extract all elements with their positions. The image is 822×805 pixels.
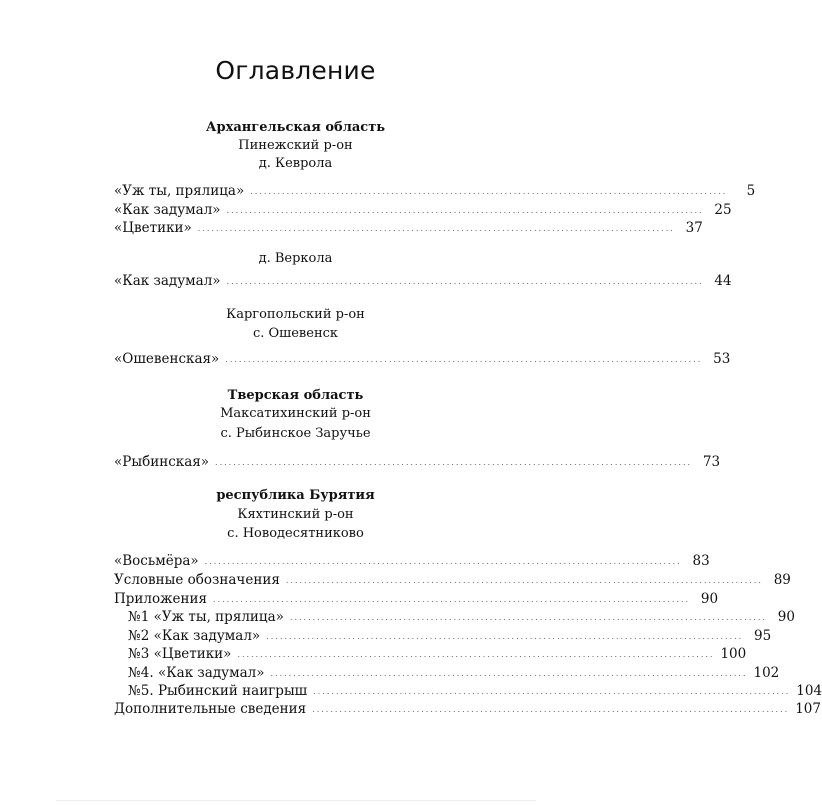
village-verkola: д. Веркола bbox=[258, 251, 333, 266]
leader-dots: ......................................................................................................... bbox=[289, 613, 767, 622]
toc-entry[interactable] bbox=[114, 701, 821, 719]
district-kyakhtinsky: Кяхтинский р-он bbox=[237, 507, 354, 522]
toc-entry-page: 104 bbox=[796, 683, 822, 699]
toc-entry-label: «Рыбинская» bbox=[114, 454, 210, 470]
toc-entry-page: 53 bbox=[713, 351, 731, 367]
village-rybinskoe-zaruchye: с. Рыбинское Заручье bbox=[220, 426, 371, 441]
toc-entry-label: «Как задумал» bbox=[114, 273, 221, 289]
toc-entry-label: Приложения bbox=[114, 591, 208, 607]
toc-entry-page: 89 bbox=[773, 572, 791, 588]
leader-dots: ......................................................................................................... bbox=[285, 576, 763, 585]
toc-entry-label: №3 «Цветики» bbox=[128, 646, 232, 662]
toc-entry-label: №1 «Уж ты, прялица» bbox=[128, 609, 284, 625]
district-pinezhsky: Пинежский р-он bbox=[238, 138, 353, 153]
region-heading-arkhangelsk: Архангельская область bbox=[205, 120, 386, 135]
leader-dots: ......................................................................................................... bbox=[250, 187, 728, 196]
toc-entry[interactable] bbox=[114, 351, 731, 369]
toc-entry-label: №5. Рыбинский наигрыш bbox=[128, 683, 308, 699]
toc-entry[interactable] bbox=[114, 202, 732, 220]
toc-entry-page: 73 bbox=[702, 454, 721, 470]
toc-subentry[interactable] bbox=[128, 683, 822, 701]
toc-entry[interactable] bbox=[114, 454, 721, 472]
region-heading-tver: Тверская область bbox=[227, 388, 364, 403]
toc-entry-page: 95 bbox=[754, 628, 772, 644]
toc-entry-label: «Уж ты, прялица» bbox=[114, 183, 245, 199]
village-oshevensk: с. Ошевенск bbox=[252, 326, 339, 341]
toc-entry-label: «Цветики» bbox=[114, 220, 192, 236]
toc-entry-page: 44 bbox=[714, 273, 732, 289]
toc-entry-label: Дополнительные сведения bbox=[114, 701, 307, 717]
toc-entry-label: №2 «Как задумал» bbox=[128, 628, 261, 644]
leader-dots: ......................................................................................................... bbox=[313, 687, 791, 696]
district-maksatikhinsky: Максатихинский р-он bbox=[220, 406, 371, 421]
toc-entry-page: 90 bbox=[700, 591, 719, 607]
toc-subentry[interactable] bbox=[128, 609, 795, 627]
toc-entry-label: «Как задумал» bbox=[114, 202, 221, 218]
toc-entry-label: «Восьмёра» bbox=[114, 553, 199, 569]
page-title: Оглавление bbox=[215, 56, 376, 85]
toc-entry-page: 102 bbox=[753, 665, 780, 681]
toc-entry-page: 25 bbox=[714, 202, 732, 218]
toc-entry[interactable] bbox=[114, 220, 703, 238]
toc-entry[interactable] bbox=[114, 273, 732, 291]
leader-dots: ......................................................................................................... bbox=[226, 277, 704, 286]
toc-subentry[interactable] bbox=[128, 646, 747, 664]
leader-dots: ......................................................................................................... bbox=[225, 355, 703, 364]
toc-entry-page: 107 bbox=[795, 701, 821, 717]
leader-dots: ......................................................................................................... bbox=[270, 669, 748, 678]
leader-dots: ......................................................................................................... bbox=[215, 458, 693, 467]
toc-entry-label: «Ошевенская» bbox=[114, 351, 220, 367]
toc-entry[interactable] bbox=[114, 591, 719, 609]
toc-entry-label: Условные обозначения bbox=[114, 572, 280, 588]
page-bottom-divider bbox=[56, 800, 536, 801]
leader-dots: ......................................................................................................... bbox=[226, 206, 704, 215]
toc-entry[interactable] bbox=[114, 183, 756, 201]
toc-entry-page: 100 bbox=[720, 646, 747, 662]
leader-dots: ......................................................................................................... bbox=[204, 557, 682, 566]
toc-subentry[interactable] bbox=[128, 665, 780, 683]
leader-dots: ......................................................................................................... bbox=[197, 224, 675, 233]
toc-entry[interactable] bbox=[114, 572, 791, 590]
leader-dots: ......................................................................................................... bbox=[213, 595, 691, 604]
district-kargopolsky: Каргопольский р-он bbox=[226, 307, 365, 322]
toc-entry[interactable] bbox=[114, 553, 710, 571]
village-kevrola: д. Кеврола bbox=[258, 156, 333, 171]
toc-entry-page: 90 bbox=[777, 609, 795, 625]
leader-dots: ......................................................................................................... bbox=[312, 705, 790, 714]
toc-subentry[interactable] bbox=[128, 628, 772, 646]
toc-entry-page: 37 bbox=[685, 220, 703, 236]
leader-dots: ......................................................................................................... bbox=[266, 632, 744, 641]
toc-entry-label: №4. «Как задумал» bbox=[128, 665, 265, 681]
leader-dots: ......................................................................................................... bbox=[237, 650, 715, 659]
village-novodesyatnikovo: с. Новодесятниково bbox=[227, 526, 364, 541]
toc-entry-page: 5 bbox=[746, 183, 756, 199]
region-heading-buryatia: республика Бурятия bbox=[216, 488, 375, 503]
toc-entry-page: 83 bbox=[692, 553, 710, 569]
